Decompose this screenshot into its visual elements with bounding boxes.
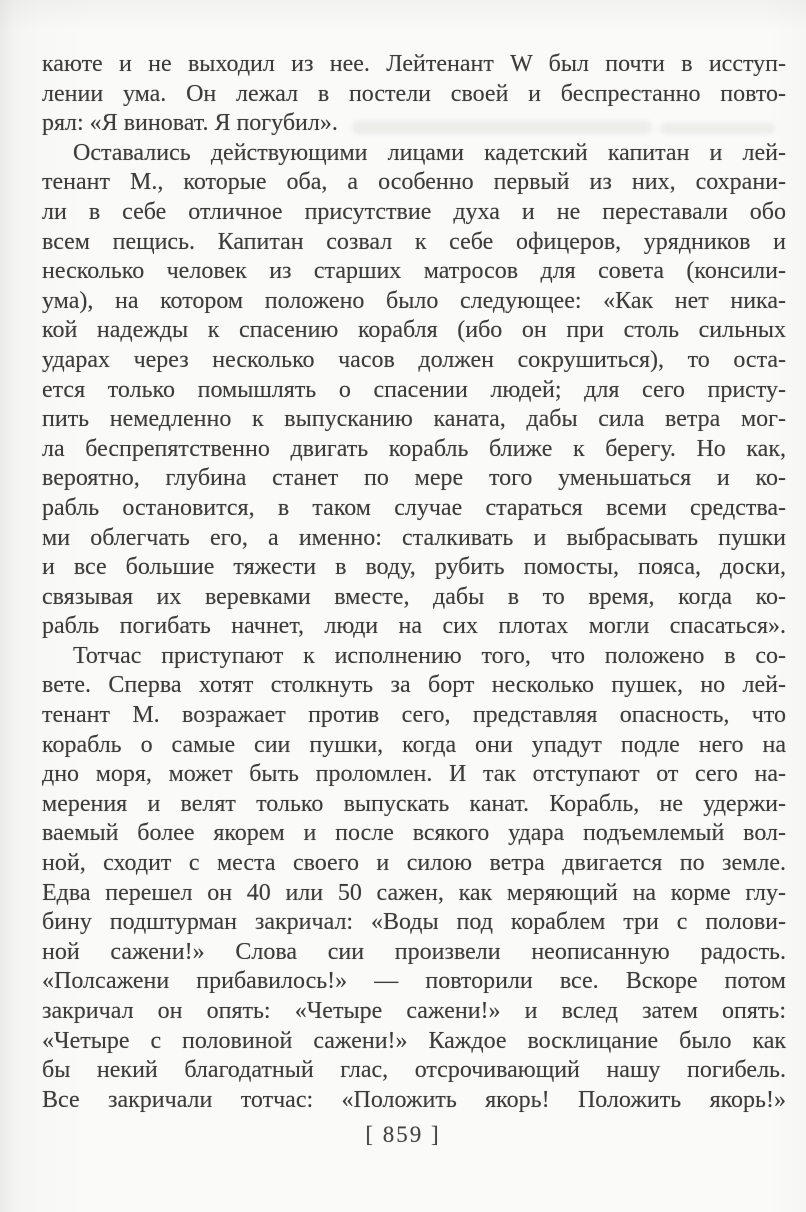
text-line: вероятно, глубина станет по мере того уменьшаться и ко-: [42, 465, 786, 492]
text-line: «Четыре с половиной сажени!» Каждое восклицание было как: [42, 1027, 786, 1054]
text-line: «Полсажени прибавилось!» — повторили все. Вскоре потом: [42, 968, 786, 995]
text-line: рабль погибать начнет, люди на сих плотах могли спасаться».: [42, 613, 786, 640]
text-line: дно моря, может быть проломлен. И так отступают от сего на-: [42, 761, 786, 788]
text-line: несколько человек из старших матросов для совета (консили-: [42, 258, 786, 285]
text-line: кой надежды к спасению корабля (ибо он при столь сильных: [42, 317, 786, 344]
text-line: бы некий благодатный глас, отсрочивающий нашу погибель.: [42, 1057, 786, 1084]
text-line: ной, сходит с места своего и силою ветра двигается по земле.: [42, 850, 786, 877]
text-line: вете. Сперва хотят столкнуть за борт несколько пушек, но лей-: [42, 672, 786, 699]
text-line: пить немедленно к выпусканию каната, дабы сила ветра мог-: [42, 406, 786, 433]
text-line: ли в себе отличное присутствие духа и не переставали обо: [42, 198, 786, 225]
text-line: рабль остановится, в таком случае стараться всеми средства-: [42, 494, 786, 521]
text-line: тенант М. возражает против сего, представляя опасность, что: [42, 702, 786, 729]
text-line: связывая их веревками вместе, дабы в то время, когда ко-: [42, 583, 786, 610]
text-line: каюте и не выходил из нее. Лейтенант W был почти в исступ-: [42, 51, 786, 77]
text-line: ми облегчать его, а именно: сталкивать и выбрасывать пушки: [42, 524, 786, 551]
text-line: Оставались действующими лицами кадетский капитан и лей-: [73, 139, 786, 166]
text-line: закричал он опять: «Четыре сажени!» и вслед затем опять:: [42, 998, 786, 1024]
text-line: ваемый более якорем и после всякого удара подъемлемый вол-: [42, 820, 786, 847]
text-line: рял: «Я виноват. Я погубил».: [42, 110, 338, 137]
page-number: [ 859 ]: [365, 1122, 441, 1147]
page-text: [42, 50, 786, 1115]
text-line: ется только помышлять о спасении людей; для сего присту-: [42, 376, 786, 403]
text-line: Тотчас приступают к исполнению того, что положено в со-: [73, 642, 786, 669]
text-line: Едва перешел он 40 или 50 сажен, как меряющий на корме глу-: [42, 879, 786, 906]
text-line: бину подштурман закричал: «Воды под кораблем три с полови-: [42, 909, 786, 936]
text-line: всем пещись. Капитан созвал к себе офицеров, урядников и: [42, 228, 786, 255]
text-line: ной сажени!» Слова сии произвели неописанную радость.: [42, 938, 786, 965]
text-line: и все большие тяжести в воду, рубить помосты, пояса, доски,: [42, 554, 786, 581]
text-line: тенант М., которые оба, а особенно первый из них, сохрани-: [42, 169, 786, 196]
text-line: ла беспрепятственно двигать корабль ближе к берегу. Но как,: [42, 435, 786, 462]
text-line: ума), на котором положено было следующее: «Как нет ника-: [42, 287, 786, 314]
paragraph-2: [42, 139, 786, 642]
paragraph-1: [42, 50, 786, 139]
text-line: корабль о самые сии пушки, когда они упадут подле него на: [42, 731, 786, 758]
text-line: мерения и велят только выпускать канат. Корабль, не удержи-: [42, 790, 786, 817]
text-line: Все закричали тотчас: «Положить якорь! Положить якорь!»: [42, 1086, 786, 1113]
text-line: ударах через несколько часов должен сокрушиться), то оста-: [42, 346, 786, 373]
text-line: лении ума. Он лежал в постели своей и беспрестанно повто-: [42, 80, 786, 107]
paragraph-3: [42, 642, 786, 1116]
